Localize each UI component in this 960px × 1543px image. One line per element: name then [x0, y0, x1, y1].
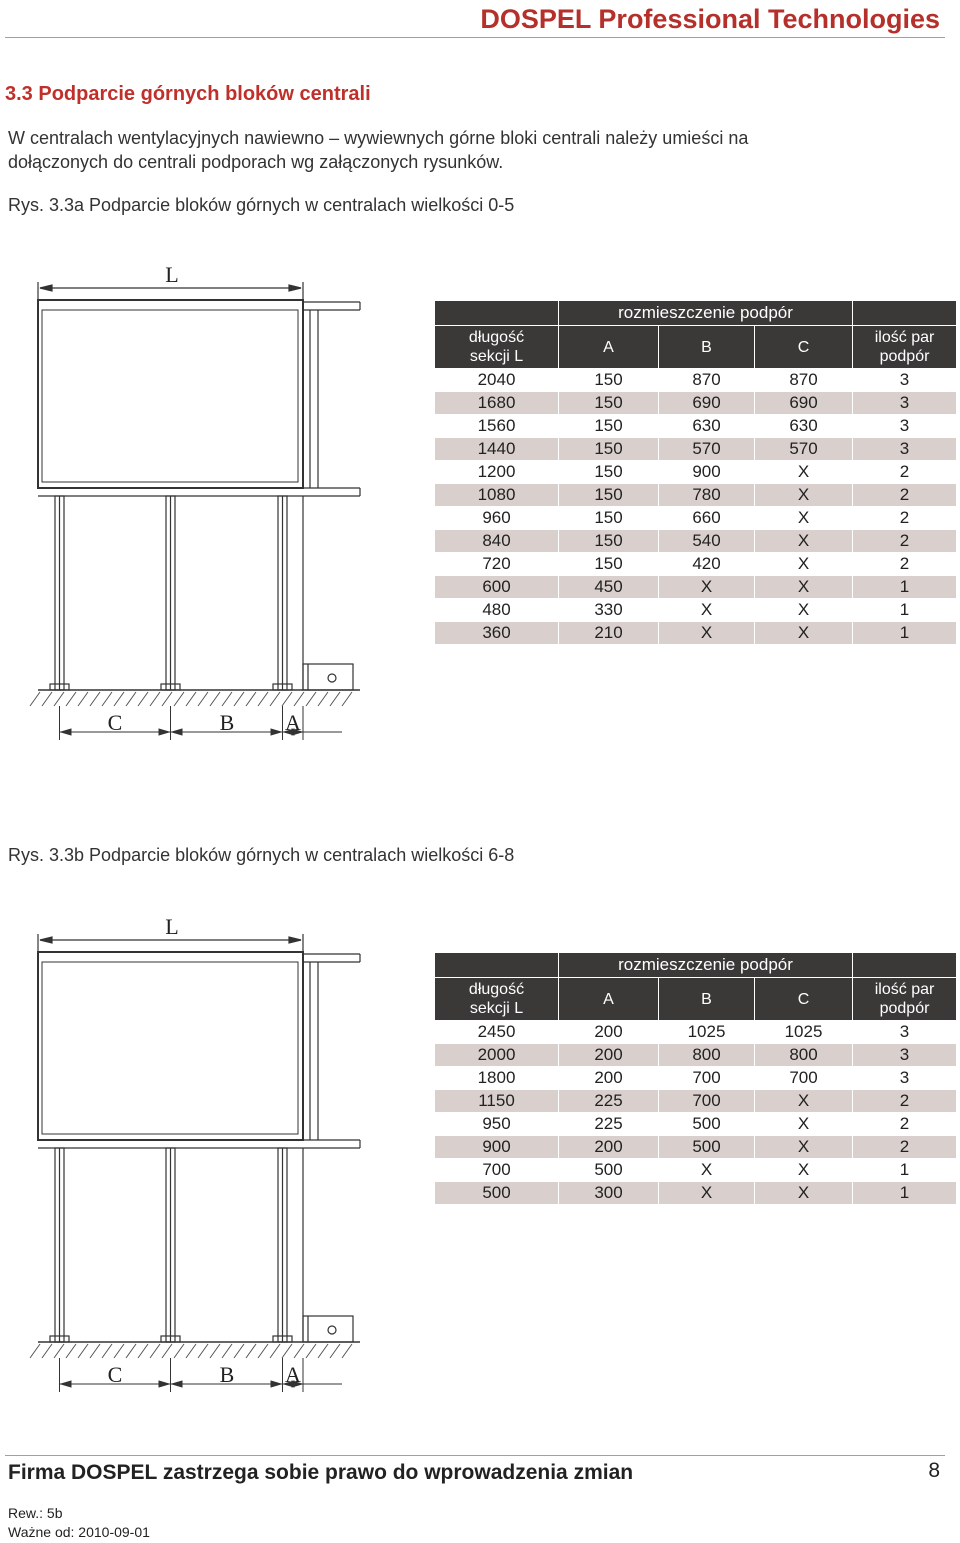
table-cell: 570 — [659, 438, 755, 461]
table-cell: 2450 — [435, 1021, 559, 1044]
table-cell: 1025 — [755, 1021, 853, 1044]
table-cell: 800 — [755, 1044, 853, 1067]
table-cell: 690 — [755, 392, 853, 415]
table-group-header-row — [435, 953, 957, 978]
table-cell: 150 — [559, 507, 659, 530]
table-cell: 150 — [559, 484, 659, 507]
table-cell: 2 — [853, 1113, 957, 1136]
table-cell: 660 — [659, 507, 755, 530]
table-cell: X — [659, 576, 755, 599]
table-cell: 950 — [435, 1113, 559, 1136]
table-cell: 200 — [559, 1067, 659, 1090]
table-cell: 1560 — [435, 415, 559, 438]
table-header-spacer — [435, 953, 559, 978]
table-cell: 225 — [559, 1090, 659, 1113]
brand-title: DOSPEL Professional Technologies — [480, 4, 940, 34]
table-row — [435, 1159, 957, 1182]
table-row — [435, 1044, 957, 1067]
table-cell: 225 — [559, 1113, 659, 1136]
col-header-c: C — [755, 326, 853, 369]
table-header-spacer — [435, 301, 559, 326]
table-cell: X — [659, 1159, 755, 1182]
header-divider — [5, 37, 945, 38]
table-cell: 500 — [659, 1113, 755, 1136]
table-row — [435, 1182, 957, 1205]
table-cell: 360 — [435, 622, 559, 645]
table-cell: X — [755, 461, 853, 484]
table-group-header: rozmieszczenie podpór — [559, 301, 853, 326]
table-cell: 450 — [559, 576, 659, 599]
table-group-header-row — [435, 301, 957, 326]
table-cell: 1150 — [435, 1090, 559, 1113]
table-cell: 1680 — [435, 392, 559, 415]
table-cell: X — [755, 507, 853, 530]
table-cell: 1 — [853, 622, 957, 645]
table-cell: 700 — [659, 1067, 755, 1090]
table-cell: 3 — [853, 392, 957, 415]
table-cell: 330 — [559, 599, 659, 622]
table-cell: X — [755, 622, 853, 645]
figure-a-drawing — [0, 260, 380, 750]
table-cell: 870 — [755, 369, 853, 392]
table-cell: 2 — [853, 484, 957, 507]
figure-a-table — [434, 300, 957, 645]
table-row — [435, 1021, 957, 1044]
table-cell: X — [755, 599, 853, 622]
table-cell: 500 — [659, 1136, 755, 1159]
table-row — [435, 1090, 957, 1113]
table-group-header: rozmieszczenie podpór — [559, 953, 853, 978]
table-cell: 200 — [559, 1021, 659, 1044]
table-cell: X — [755, 530, 853, 553]
table-cell: 540 — [659, 530, 755, 553]
table-cell: 300 — [559, 1182, 659, 1205]
table-cell: X — [755, 553, 853, 576]
table-cell: 200 — [559, 1044, 659, 1067]
table-cell: 1440 — [435, 438, 559, 461]
table-cell: 210 — [559, 622, 659, 645]
col-header-c: C — [755, 978, 853, 1021]
table-row — [435, 576, 957, 599]
valid-from-label: Ważne od: 2010-09-01 — [8, 1524, 150, 1540]
table-cell: X — [755, 484, 853, 507]
table-cell: 630 — [755, 415, 853, 438]
table-cell: 150 — [559, 461, 659, 484]
table-row — [435, 599, 957, 622]
table-cell: X — [755, 1090, 853, 1113]
col-header-a: A — [559, 978, 659, 1021]
table-cell: 1800 — [435, 1067, 559, 1090]
footer-divider — [5, 1455, 945, 1456]
table-cell: 840 — [435, 530, 559, 553]
table-cell: 630 — [659, 415, 755, 438]
table-row — [435, 1136, 957, 1159]
dim-label-length: L — [165, 262, 179, 287]
table-cell: 3 — [853, 415, 957, 438]
table-cell: 200 — [559, 1136, 659, 1159]
col-header-b: B — [659, 978, 755, 1021]
table-cell: 1 — [853, 1182, 957, 1205]
table-cell: 1080 — [435, 484, 559, 507]
table-cell: 700 — [659, 1090, 755, 1113]
table-cell: 3 — [853, 438, 957, 461]
table-row — [435, 622, 957, 645]
figure-b-table — [434, 952, 957, 1205]
col-header-a: A — [559, 326, 659, 369]
table-row — [435, 530, 957, 553]
revision-label: Rew.: 5b — [8, 1505, 63, 1521]
table-cell: X — [659, 622, 755, 645]
paragraph-line-2: dołączonych do centrali podporach wg załączonych rysunków. — [8, 152, 504, 172]
dim-label-b: B — [219, 710, 235, 735]
table-header-spacer — [853, 301, 957, 326]
dim-label-b: B — [219, 1362, 235, 1387]
table-cell: 500 — [559, 1159, 659, 1182]
table-cell: 2000 — [435, 1044, 559, 1067]
table-row — [435, 553, 957, 576]
figure-b-caption: Rys. 3.3b Podparcie bloków górnych w centralach wielkości 6-8 — [8, 845, 515, 865]
table-cell: 900 — [659, 461, 755, 484]
table-cell: 720 — [435, 553, 559, 576]
table-cell: 2 — [853, 461, 957, 484]
table-cell: X — [659, 1182, 755, 1205]
table-row — [435, 1067, 957, 1090]
table-cell: 150 — [559, 553, 659, 576]
dim-label-c: C — [107, 1362, 123, 1387]
table-cell: 570 — [755, 438, 853, 461]
table-cell: 690 — [659, 392, 755, 415]
figure-b-drawing — [0, 912, 380, 1402]
table-cell: 800 — [659, 1044, 755, 1067]
table-row — [435, 507, 957, 530]
col-header-count: ilość par podpór — [853, 978, 957, 1021]
table-row — [435, 484, 957, 507]
table-cell: 2 — [853, 1090, 957, 1113]
footer-notice: Firma DOSPEL zastrzega sobie prawo do wprowadzenia zmian — [8, 1461, 634, 1484]
table-row — [435, 392, 957, 415]
table-column-header-row — [435, 326, 957, 369]
table-cell: X — [755, 576, 853, 599]
table-cell: 2 — [853, 1136, 957, 1159]
table-cell: 3 — [853, 1021, 957, 1044]
table-cell: X — [659, 599, 755, 622]
table-row — [435, 461, 957, 484]
dim-label-c: C — [107, 710, 123, 735]
table-cell: X — [755, 1113, 853, 1136]
page-number: 8 — [928, 1459, 940, 1482]
table-cell: 960 — [435, 507, 559, 530]
table-cell: 900 — [435, 1136, 559, 1159]
table-cell: 870 — [659, 369, 755, 392]
table-cell: 700 — [435, 1159, 559, 1182]
table-row — [435, 369, 957, 392]
table-cell: X — [755, 1182, 853, 1205]
table-cell: 420 — [659, 553, 755, 576]
table-cell: 2 — [853, 553, 957, 576]
dim-label-a: A — [285, 710, 301, 735]
table-cell: 150 — [559, 530, 659, 553]
table-cell: 3 — [853, 369, 957, 392]
table-cell: X — [755, 1159, 853, 1182]
table-cell: 700 — [755, 1067, 853, 1090]
table-row — [435, 438, 957, 461]
section-paragraph — [8, 126, 908, 174]
table-cell: 150 — [559, 369, 659, 392]
table-cell: 3 — [853, 1067, 957, 1090]
table-row — [435, 415, 957, 438]
table-cell: X — [755, 1136, 853, 1159]
table-column-header-row — [435, 978, 957, 1021]
table-row — [435, 1113, 957, 1136]
dim-label-a: A — [285, 1362, 301, 1387]
col-header-length: długość sekcji L — [435, 326, 559, 369]
table-cell: 2 — [853, 507, 957, 530]
section-title: 3.3 Podparcie górnych bloków centrali — [5, 83, 371, 105]
paragraph-line-1: W centralach wentylacyjnych nawiewno – wywiewnych górne bloki centrali należy umieści na — [8, 128, 749, 148]
table-cell: 1 — [853, 576, 957, 599]
figure-a-table-body — [435, 369, 957, 645]
table-cell: 2040 — [435, 369, 559, 392]
col-header-length: długość sekcji L — [435, 978, 559, 1021]
table-cell: 150 — [559, 415, 659, 438]
table-cell: 780 — [659, 484, 755, 507]
table-cell: 3 — [853, 1044, 957, 1067]
table-header-spacer — [853, 953, 957, 978]
table-cell: 150 — [559, 438, 659, 461]
table-cell: 1 — [853, 1159, 957, 1182]
table-cell: 480 — [435, 599, 559, 622]
table-cell: 1 — [853, 599, 957, 622]
figure-b-table-body — [435, 1021, 957, 1205]
table-cell: 1200 — [435, 461, 559, 484]
figure-a-caption: Rys. 3.3a Podparcie bloków górnych w centralach wielkości 0-5 — [8, 195, 515, 215]
col-header-count: ilość par podpór — [853, 326, 957, 369]
table-cell: 150 — [559, 392, 659, 415]
table-cell: 500 — [435, 1182, 559, 1205]
table-cell: 600 — [435, 576, 559, 599]
dim-label-length: L — [165, 914, 179, 939]
table-cell: 2 — [853, 530, 957, 553]
table-cell: 1025 — [659, 1021, 755, 1044]
col-header-b: B — [659, 326, 755, 369]
